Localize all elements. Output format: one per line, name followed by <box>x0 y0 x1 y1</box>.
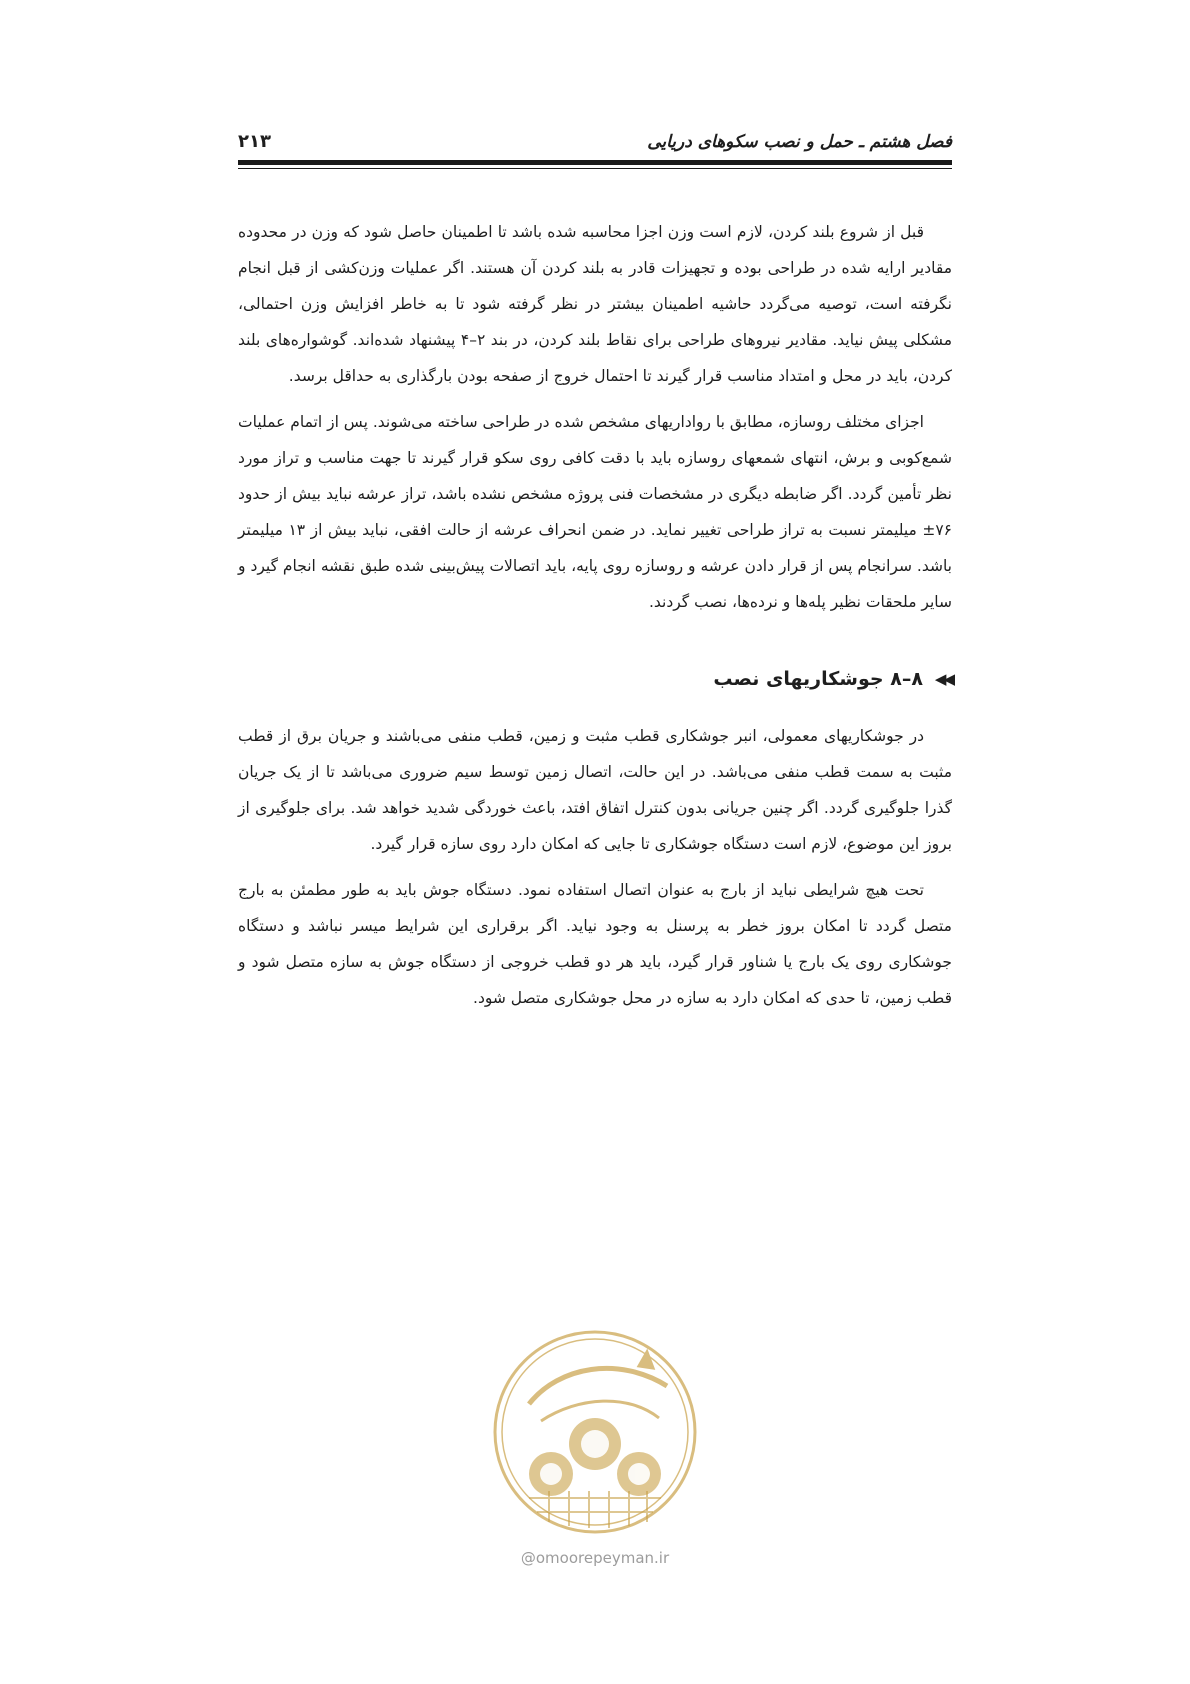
double-arrow-icon: ◀◀ <box>934 670 952 688</box>
header-rule-thin <box>238 168 952 169</box>
paragraph-welding-polarity: در جوشکاریهای معمولی، انبر جوشکاری قطب مثبت و زمین، قطب منفی می‌باشند و جریان برق از قطب مثبت به سمت قطب منفی می‌باشد. در این حالت، اتصال زمین توسط سیم ضروری می‌باشد تا از یک جریان گذرا جلوگیری گردد. اگر چنین جریانی بدون کنترل اتفاق افتد، باعث خوردگی شدید خواهد شد. برای جلوگیری از بروز این موضوع، لازم است دستگاه جوشکاری تا جایی که امکان دارد روی سازه قرار گیرد. <box>238 727 952 853</box>
running-header <box>238 126 952 152</box>
chapter-title: فصل هشتم ـ حمل و نصب سکوهای دریایی <box>647 132 952 152</box>
page-body <box>238 214 952 1026</box>
section-heading-text: ۸–۸ جوشکاریهای نصب <box>713 668 923 690</box>
page-number: ۲۱۳ <box>238 131 271 152</box>
header-rule-thick <box>238 160 952 165</box>
watermark-seal-logo <box>489 1326 701 1538</box>
paragraph-barge-grounding: تحت هیچ شرایطی نباید از بارج به عنوان اتصال استفاده نمود. دستگاه جوش باید به طور مطمئن به بارج متصل گردد تا امکان بروز خطر به پرسنل به وجود نیاید. اگر برقراری این شرایط میسر نباشد و دستگاه جوشکاری روی یک بارج یا شناور قرار گیرد، باید هر دو قطب خروجی از دستگاه جوش به سازه متصل شود و قطب زمین، تا حدی که امکان دارد به سازه در محل جوشکاری متصل شود. <box>238 881 952 1007</box>
paragraph-topside-tolerances: اجزای مختلف روسازه، مطابق با رواداریهای مشخص شده در طراحی ساخته می‌شوند. پس از اتمام عملیات شمع‌کوبی و برش، انتهای شمعهای روسازه باید با دقت کافی روی سکو قرار گیرند تا جهت مناسب و تراز مورد نظر تأمین گردد. اگر ضابطه دیگری در مشخصات فنی پروژه مشخص نشده باشد، تراز عرشه نباید بیش از حدود ۷۶± میلیمتر نسبت به تراز طراحی تغییر نماید. در ضمن انحراف عرشه از حالت افقی، نباید بیش از ۱۳ میلیمتر باشد. سرانجام پس از قرار دادن عرشه و روسازه روی پایه، باید اتصالات پیش‌بینی شده طبق نقشه انجام گیرد و سایر ملحقات نظیر پله‌ها و نرده‌ها، نصب گردند. <box>238 413 952 611</box>
section-heading <box>238 666 952 692</box>
paragraph-lifting-weights: قبل از شروع بلند کردن، لازم است وزن اجزا محاسبه شده باشد تا اطمینان حاصل شود که وزن در محدوده مقادیر ارایه شده در طراحی بوده و تجهیزات قادر به بلند کردن آن هستند. اگر عملیات وزن‌کشی از قبل انجام نگرفته است، توصیه می‌گردد حاشیه اطمینان بیشتر در نظر گرفته شود تا به خاطر افزایش وزن احتمالی، مشکلی پیش نیاید. مقادیر نیروهای طراحی برای نقاط بلند کردن، در بند ۲–۴ پیشنهاد شده‌اند. گوشواره‌های بلند کردن، باید در محل و امتداد مناسب قرار گیرند تا احتمال خروج از صفحه بودن بارگذاری به حداقل برسد. <box>238 223 952 385</box>
watermark-url: @omoorepeyman.ir <box>520 1549 670 1567</box>
